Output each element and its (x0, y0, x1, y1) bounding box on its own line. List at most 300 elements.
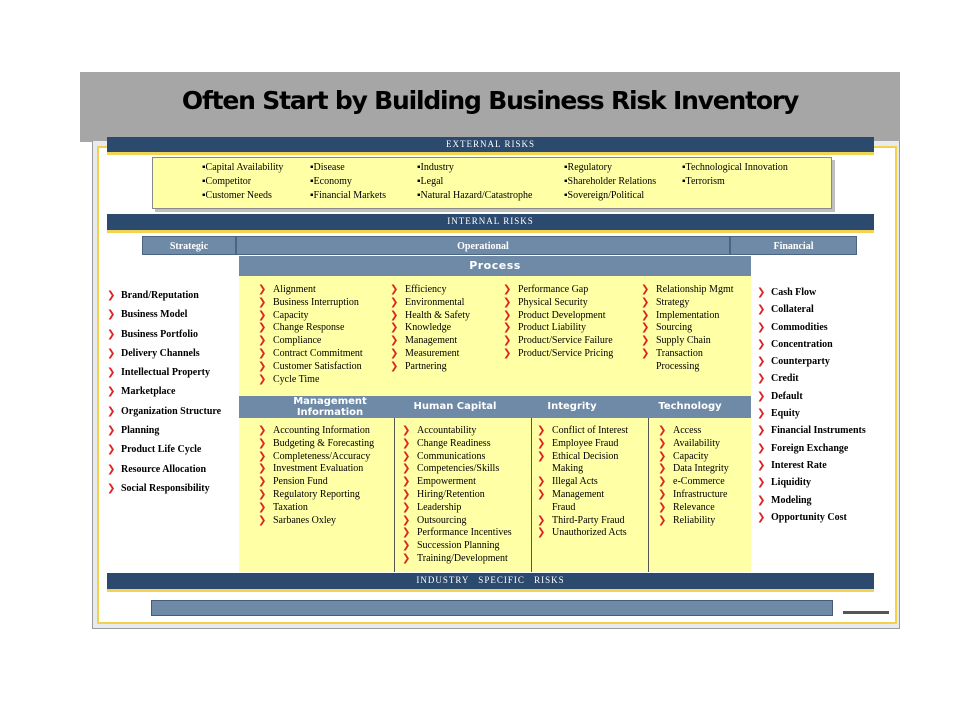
risk-label: Measurement (405, 347, 460, 359)
red-chevron-icon: ❯ (757, 321, 766, 333)
risk-label: Social Responsibility (121, 482, 210, 494)
external-risk-label: Competitor (205, 176, 252, 187)
external-risk-item (417, 175, 532, 189)
risk-item (757, 319, 866, 336)
external-risk-item (682, 175, 788, 189)
external-risk-item (564, 175, 656, 189)
technology-header: Technology (658, 401, 722, 412)
red-chevron-icon: ❯ (503, 284, 512, 295)
red-chevron-icon: ❯ (402, 552, 411, 564)
process-column (258, 284, 363, 386)
risk-item (402, 438, 512, 451)
risk-label: Partnering (405, 360, 447, 372)
red-chevron-icon: ❯ (107, 425, 116, 437)
external-risk-label: Legal (420, 176, 444, 187)
square-bullet-icon: ▪ (202, 176, 206, 187)
risk-label: Unauthorized Acts (552, 527, 627, 539)
red-chevron-icon: ❯ (757, 356, 766, 368)
risk-label: Brand/Reputation (121, 290, 199, 301)
risk-label: Intellectual Property (121, 367, 210, 379)
red-chevron-icon: ❯ (757, 338, 766, 350)
square-bullet-icon: ▪ (417, 162, 421, 173)
square-bullet-icon: ▪ (682, 176, 686, 187)
red-chevron-icon: ❯ (107, 463, 116, 475)
red-chevron-icon: ❯ (258, 450, 267, 462)
risk-item (107, 344, 221, 363)
risk-item (757, 370, 866, 387)
risk-item (757, 284, 866, 301)
risk-item (258, 348, 363, 361)
risk-label: Counterparty (771, 356, 830, 368)
risk-item (658, 515, 729, 528)
red-chevron-icon: ❯ (258, 284, 267, 295)
risk-item (258, 284, 363, 297)
external-risk-item (202, 175, 283, 189)
square-bullet-icon: ▪ (417, 190, 421, 201)
external-risk-item (310, 175, 386, 189)
risk-label: Interest Rate (771, 459, 827, 471)
risk-item (390, 348, 470, 361)
risk-label: Strategy (656, 296, 690, 308)
risk-label: Contract Commitment (273, 347, 363, 359)
risk-item (757, 388, 866, 405)
risk-item (107, 325, 221, 344)
risk-label: Availability (673, 437, 721, 449)
risk-item (107, 460, 221, 479)
risk-item (402, 553, 512, 566)
risk-label: Taxation (273, 501, 308, 513)
risk-item (641, 284, 741, 297)
risk-item (503, 284, 613, 297)
external-risk-item (310, 161, 386, 175)
risk-item (402, 527, 512, 540)
divider (531, 418, 532, 572)
risk-label: Liquidity (771, 477, 812, 489)
risk-label: Accountability (417, 425, 477, 436)
risk-item (757, 474, 866, 491)
risk-item (658, 476, 729, 489)
red-chevron-icon: ❯ (402, 514, 411, 526)
external-column (682, 161, 788, 189)
red-chevron-icon: ❯ (757, 304, 766, 316)
red-chevron-icon: ❯ (107, 367, 116, 379)
page-title: Often Start by Building Business Risk Inventory (181, 86, 799, 115)
bottom-bar (151, 600, 833, 616)
risk-label: Transaction Processing (656, 347, 703, 372)
risk-item (641, 348, 741, 374)
risk-item (258, 374, 363, 387)
external-risk-label: Customer Needs (205, 190, 272, 201)
risk-item (658, 438, 729, 451)
risk-item (658, 489, 729, 502)
red-chevron-icon: ❯ (537, 437, 546, 449)
red-chevron-icon: ❯ (258, 373, 267, 385)
external-risk-label: Shareholder Relations (567, 176, 657, 187)
square-bullet-icon: ▪ (202, 190, 206, 201)
external-risk-label: Economy (313, 176, 352, 187)
red-chevron-icon: ❯ (658, 463, 667, 475)
external-column (202, 161, 283, 203)
risk-label: Commodities (771, 321, 828, 333)
risk-label: Third-Party Fraud (552, 514, 625, 526)
external-risk-label: Regulatory (567, 162, 612, 173)
risk-label: Pension Fund (273, 476, 328, 488)
risk-label: Supply Chain (656, 335, 711, 347)
risk-item (757, 301, 866, 318)
logo-mark (843, 611, 889, 614)
external-column (564, 161, 656, 203)
risk-label: Empowerment (417, 476, 476, 488)
red-chevron-icon: ❯ (757, 373, 766, 385)
risk-item (258, 361, 363, 374)
risk-label: Capacity (673, 450, 709, 462)
red-chevron-icon: ❯ (402, 501, 411, 513)
external-risk-item (417, 161, 532, 175)
management-information-header: Management Information (293, 396, 367, 418)
risk-label: Implementation (656, 309, 720, 321)
risk-item (402, 540, 512, 553)
risk-label: Sarbanes Oxley (273, 514, 337, 526)
risk-item (641, 335, 741, 348)
red-chevron-icon: ❯ (258, 309, 267, 321)
risk-label: Default (771, 390, 803, 402)
risk-label: Collateral (771, 304, 814, 316)
red-chevron-icon: ❯ (757, 425, 766, 437)
red-chevron-icon: ❯ (641, 335, 650, 347)
risk-item (390, 284, 470, 297)
red-chevron-icon: ❯ (258, 476, 267, 488)
risk-label: Cash Flow (771, 287, 817, 298)
risk-label: Management (405, 335, 458, 347)
external-risk-label: Terrorism (685, 176, 725, 187)
red-chevron-icon: ❯ (658, 476, 667, 488)
external-risk-label: Technological Innovation (685, 162, 788, 173)
red-chevron-icon: ❯ (390, 296, 399, 308)
risk-label: Capacity (273, 309, 309, 321)
risk-label: Relationship Mgmt (656, 284, 734, 295)
red-chevron-icon: ❯ (641, 284, 650, 295)
red-chevron-icon: ❯ (258, 437, 267, 449)
risk-item (402, 515, 512, 528)
external-risk-label: Industry (420, 162, 454, 173)
risk-label: Outsourcing (417, 514, 467, 526)
risk-label: Foreign Exchange (771, 442, 849, 454)
risk-label: Relevance (673, 501, 715, 513)
red-chevron-icon: ❯ (402, 540, 411, 552)
external-risk-item (682, 161, 788, 175)
red-chevron-icon: ❯ (402, 463, 411, 475)
risk-label: Planning (121, 425, 160, 437)
red-chevron-icon: ❯ (757, 511, 766, 523)
red-chevron-icon: ❯ (757, 390, 766, 402)
external-risk-item (564, 189, 656, 203)
risk-label: Training/Development (417, 552, 508, 564)
risk-item (390, 310, 470, 323)
risk-label: Infrastructure (673, 488, 728, 500)
external-risk-label: Sovereign/Political (567, 190, 645, 201)
red-chevron-icon: ❯ (402, 527, 411, 539)
risk-item (402, 463, 512, 476)
risk-item (503, 310, 613, 323)
financial-list (757, 284, 866, 526)
risk-item (107, 382, 221, 401)
risk-item (107, 479, 221, 498)
risk-label: Business Interruption (273, 296, 359, 308)
risk-label: Product/Service Pricing (518, 347, 614, 359)
red-chevron-icon: ❯ (658, 425, 667, 436)
risk-label: Ethical Decision Making (552, 450, 619, 475)
strategic-list (107, 286, 221, 498)
red-chevron-icon: ❯ (658, 488, 667, 500)
risk-item (537, 438, 629, 451)
red-chevron-icon: ❯ (402, 450, 411, 462)
red-chevron-icon: ❯ (641, 309, 650, 321)
risk-item (258, 297, 363, 310)
risk-label: Business Portfolio (121, 328, 198, 340)
risk-item (658, 425, 729, 438)
red-chevron-icon: ❯ (107, 309, 116, 321)
red-chevron-icon: ❯ (390, 360, 399, 372)
risk-item (107, 440, 221, 459)
risk-label: Health & Safety (405, 309, 470, 321)
risk-label: Employee Fraud (552, 437, 619, 449)
square-bullet-icon: ▪ (682, 162, 686, 173)
risk-label: Equity (771, 408, 800, 420)
red-chevron-icon: ❯ (537, 488, 546, 500)
risk-item (107, 402, 221, 421)
risk-item (537, 527, 629, 540)
risk-label: Physical Security (518, 296, 588, 308)
divider (394, 418, 395, 572)
risk-item (107, 286, 221, 305)
risk-label: Illegal Acts (552, 476, 598, 488)
red-chevron-icon: ❯ (641, 296, 650, 308)
risk-label: Knowledge (405, 322, 452, 334)
red-chevron-icon: ❯ (107, 444, 116, 456)
risk-item (757, 405, 866, 422)
risk-item (107, 305, 221, 324)
industry-specific-risks-header (107, 573, 874, 592)
internal-risks-header: INTERNAL RISKS (107, 214, 874, 233)
process-column (390, 284, 470, 374)
risk-label: Competencies/Skills (417, 463, 500, 475)
risk-item (757, 457, 866, 474)
risk-item (537, 451, 629, 477)
red-chevron-icon: ❯ (641, 347, 650, 359)
red-chevron-icon: ❯ (537, 527, 546, 539)
risk-item (258, 451, 374, 464)
red-chevron-icon: ❯ (658, 450, 667, 462)
risk-item (390, 361, 470, 374)
red-chevron-icon: ❯ (390, 322, 399, 334)
red-chevron-icon: ❯ (537, 476, 546, 488)
risk-item (258, 310, 363, 323)
process-column (641, 284, 741, 374)
external-risks-header: EXTERNAL RISKS (107, 137, 874, 155)
risk-label: Performance Incentives (417, 527, 512, 539)
red-chevron-icon: ❯ (402, 476, 411, 488)
red-chevron-icon: ❯ (537, 514, 546, 526)
red-chevron-icon: ❯ (107, 405, 116, 417)
red-chevron-icon: ❯ (658, 437, 667, 449)
risk-label: Financial Instruments (771, 425, 866, 437)
red-chevron-icon: ❯ (503, 309, 512, 321)
risk-label: Conflict of Interest (552, 425, 629, 436)
human-capital-header: Human Capital (413, 401, 497, 412)
management-information-list (258, 425, 374, 527)
red-chevron-icon: ❯ (503, 322, 512, 334)
risk-label: Cycle Time (273, 373, 320, 385)
red-chevron-icon: ❯ (757, 442, 766, 454)
red-chevron-icon: ❯ (258, 501, 267, 513)
red-chevron-icon: ❯ (107, 328, 116, 340)
red-chevron-icon: ❯ (402, 437, 411, 449)
risk-item (641, 322, 741, 335)
risk-label: Data Integrity (673, 463, 729, 475)
risk-label: Leadership (417, 501, 462, 513)
risk-item (537, 489, 629, 515)
risk-item (503, 297, 613, 310)
risk-item (757, 440, 866, 457)
red-chevron-icon: ❯ (107, 290, 116, 301)
red-chevron-icon: ❯ (537, 450, 546, 462)
risk-item (641, 310, 741, 323)
risk-item (258, 489, 374, 502)
risk-item (641, 297, 741, 310)
risk-item (757, 336, 866, 353)
industry-header-label: INDUSTRY SPECIFIC RISKS (416, 575, 565, 585)
risk-label: Resource Allocation (121, 463, 207, 475)
risk-item (258, 425, 374, 438)
external-risk-item (417, 189, 532, 203)
risk-label: Sourcing (656, 322, 693, 334)
square-bullet-icon: ▪ (564, 190, 568, 201)
red-chevron-icon: ❯ (503, 347, 512, 359)
red-chevron-icon: ❯ (658, 501, 667, 513)
risk-label: Product Liability (518, 322, 587, 334)
red-chevron-icon: ❯ (537, 425, 546, 436)
red-chevron-icon: ❯ (757, 494, 766, 506)
risk-label: Completeness/Accuracy (273, 450, 371, 462)
risk-item (258, 502, 374, 515)
risk-item (537, 425, 629, 438)
risk-label: Concentration (771, 338, 833, 350)
risk-label: Management Fraud (552, 488, 605, 513)
square-bullet-icon: ▪ (310, 162, 314, 173)
risk-item (258, 476, 374, 489)
red-chevron-icon: ❯ (258, 335, 267, 347)
risk-item (757, 492, 866, 509)
red-chevron-icon: ❯ (757, 408, 766, 420)
risk-item (258, 463, 374, 476)
risk-item (658, 502, 729, 515)
process-column (503, 284, 613, 361)
risk-label: Reliability (673, 514, 716, 526)
risk-item (503, 348, 613, 361)
red-chevron-icon: ❯ (258, 488, 267, 500)
red-chevron-icon: ❯ (258, 425, 267, 436)
risk-label: Succession Planning (417, 540, 500, 552)
risk-item (258, 438, 374, 451)
risk-label: Performance Gap (518, 284, 589, 295)
strategic-header: Strategic (142, 236, 236, 255)
red-chevron-icon: ❯ (258, 463, 267, 475)
square-bullet-icon: ▪ (564, 176, 568, 187)
integrity-header: Integrity (547, 401, 597, 412)
risk-label: Modeling (771, 494, 812, 506)
risk-label: Product Life Cycle (121, 444, 202, 456)
red-chevron-icon: ❯ (258, 322, 267, 334)
risk-item (757, 509, 866, 526)
risk-label: Delivery Channels (121, 347, 200, 359)
risk-label: Business Model (121, 309, 188, 321)
red-chevron-icon: ❯ (258, 347, 267, 359)
risk-label: e-Commerce (673, 476, 725, 488)
risk-label: Change Readiness (417, 437, 491, 449)
risk-label: Change Response (273, 322, 345, 334)
red-chevron-icon: ❯ (503, 335, 512, 347)
red-chevron-icon: ❯ (107, 386, 116, 398)
red-chevron-icon: ❯ (390, 284, 399, 295)
red-chevron-icon: ❯ (258, 514, 267, 526)
risk-label: Budgeting & Forecasting (273, 437, 375, 449)
risk-label: Alignment (273, 284, 316, 295)
red-chevron-icon: ❯ (641, 322, 650, 334)
red-chevron-icon: ❯ (390, 335, 399, 347)
risk-item (390, 322, 470, 335)
operational-header: Operational (236, 236, 730, 255)
risk-item (757, 353, 866, 370)
risk-label: Communications (417, 450, 486, 462)
red-chevron-icon: ❯ (503, 296, 512, 308)
risk-item (537, 515, 629, 528)
risk-label: Customer Satisfaction (273, 360, 362, 372)
financial-header: Financial (730, 236, 857, 255)
risk-label: Credit (771, 373, 799, 385)
risk-item (658, 451, 729, 464)
risk-item (258, 515, 374, 528)
external-risk-label: Disease (313, 162, 345, 173)
red-chevron-icon: ❯ (107, 482, 116, 494)
external-risk-label: Natural Hazard/Catastrophe (420, 190, 533, 201)
red-chevron-icon: ❯ (757, 477, 766, 489)
risk-label: Opportunity Cost (771, 511, 847, 523)
red-chevron-icon: ❯ (402, 425, 411, 436)
risk-item (107, 363, 221, 382)
risk-item (658, 463, 729, 476)
red-chevron-icon: ❯ (658, 514, 667, 526)
risk-item (503, 335, 613, 348)
external-column (417, 161, 532, 203)
external-risk-item (202, 161, 283, 175)
red-chevron-icon: ❯ (757, 287, 766, 298)
human-capital-list (402, 425, 512, 566)
risk-item (390, 335, 470, 348)
external-risk-item (564, 161, 656, 175)
risk-item (107, 421, 221, 440)
external-column (310, 161, 386, 203)
risk-item (390, 297, 470, 310)
red-chevron-icon: ❯ (258, 360, 267, 372)
risk-label: Environmental (405, 296, 465, 308)
risk-label: Access (673, 425, 702, 436)
external-risk-item (310, 189, 386, 203)
external-risk-item (202, 189, 283, 203)
risk-item (402, 476, 512, 489)
external-risk-label: Capital Availability (205, 162, 284, 173)
risk-label: Accounting Information (273, 425, 370, 436)
risk-label: Regulatory Reporting (273, 488, 360, 500)
